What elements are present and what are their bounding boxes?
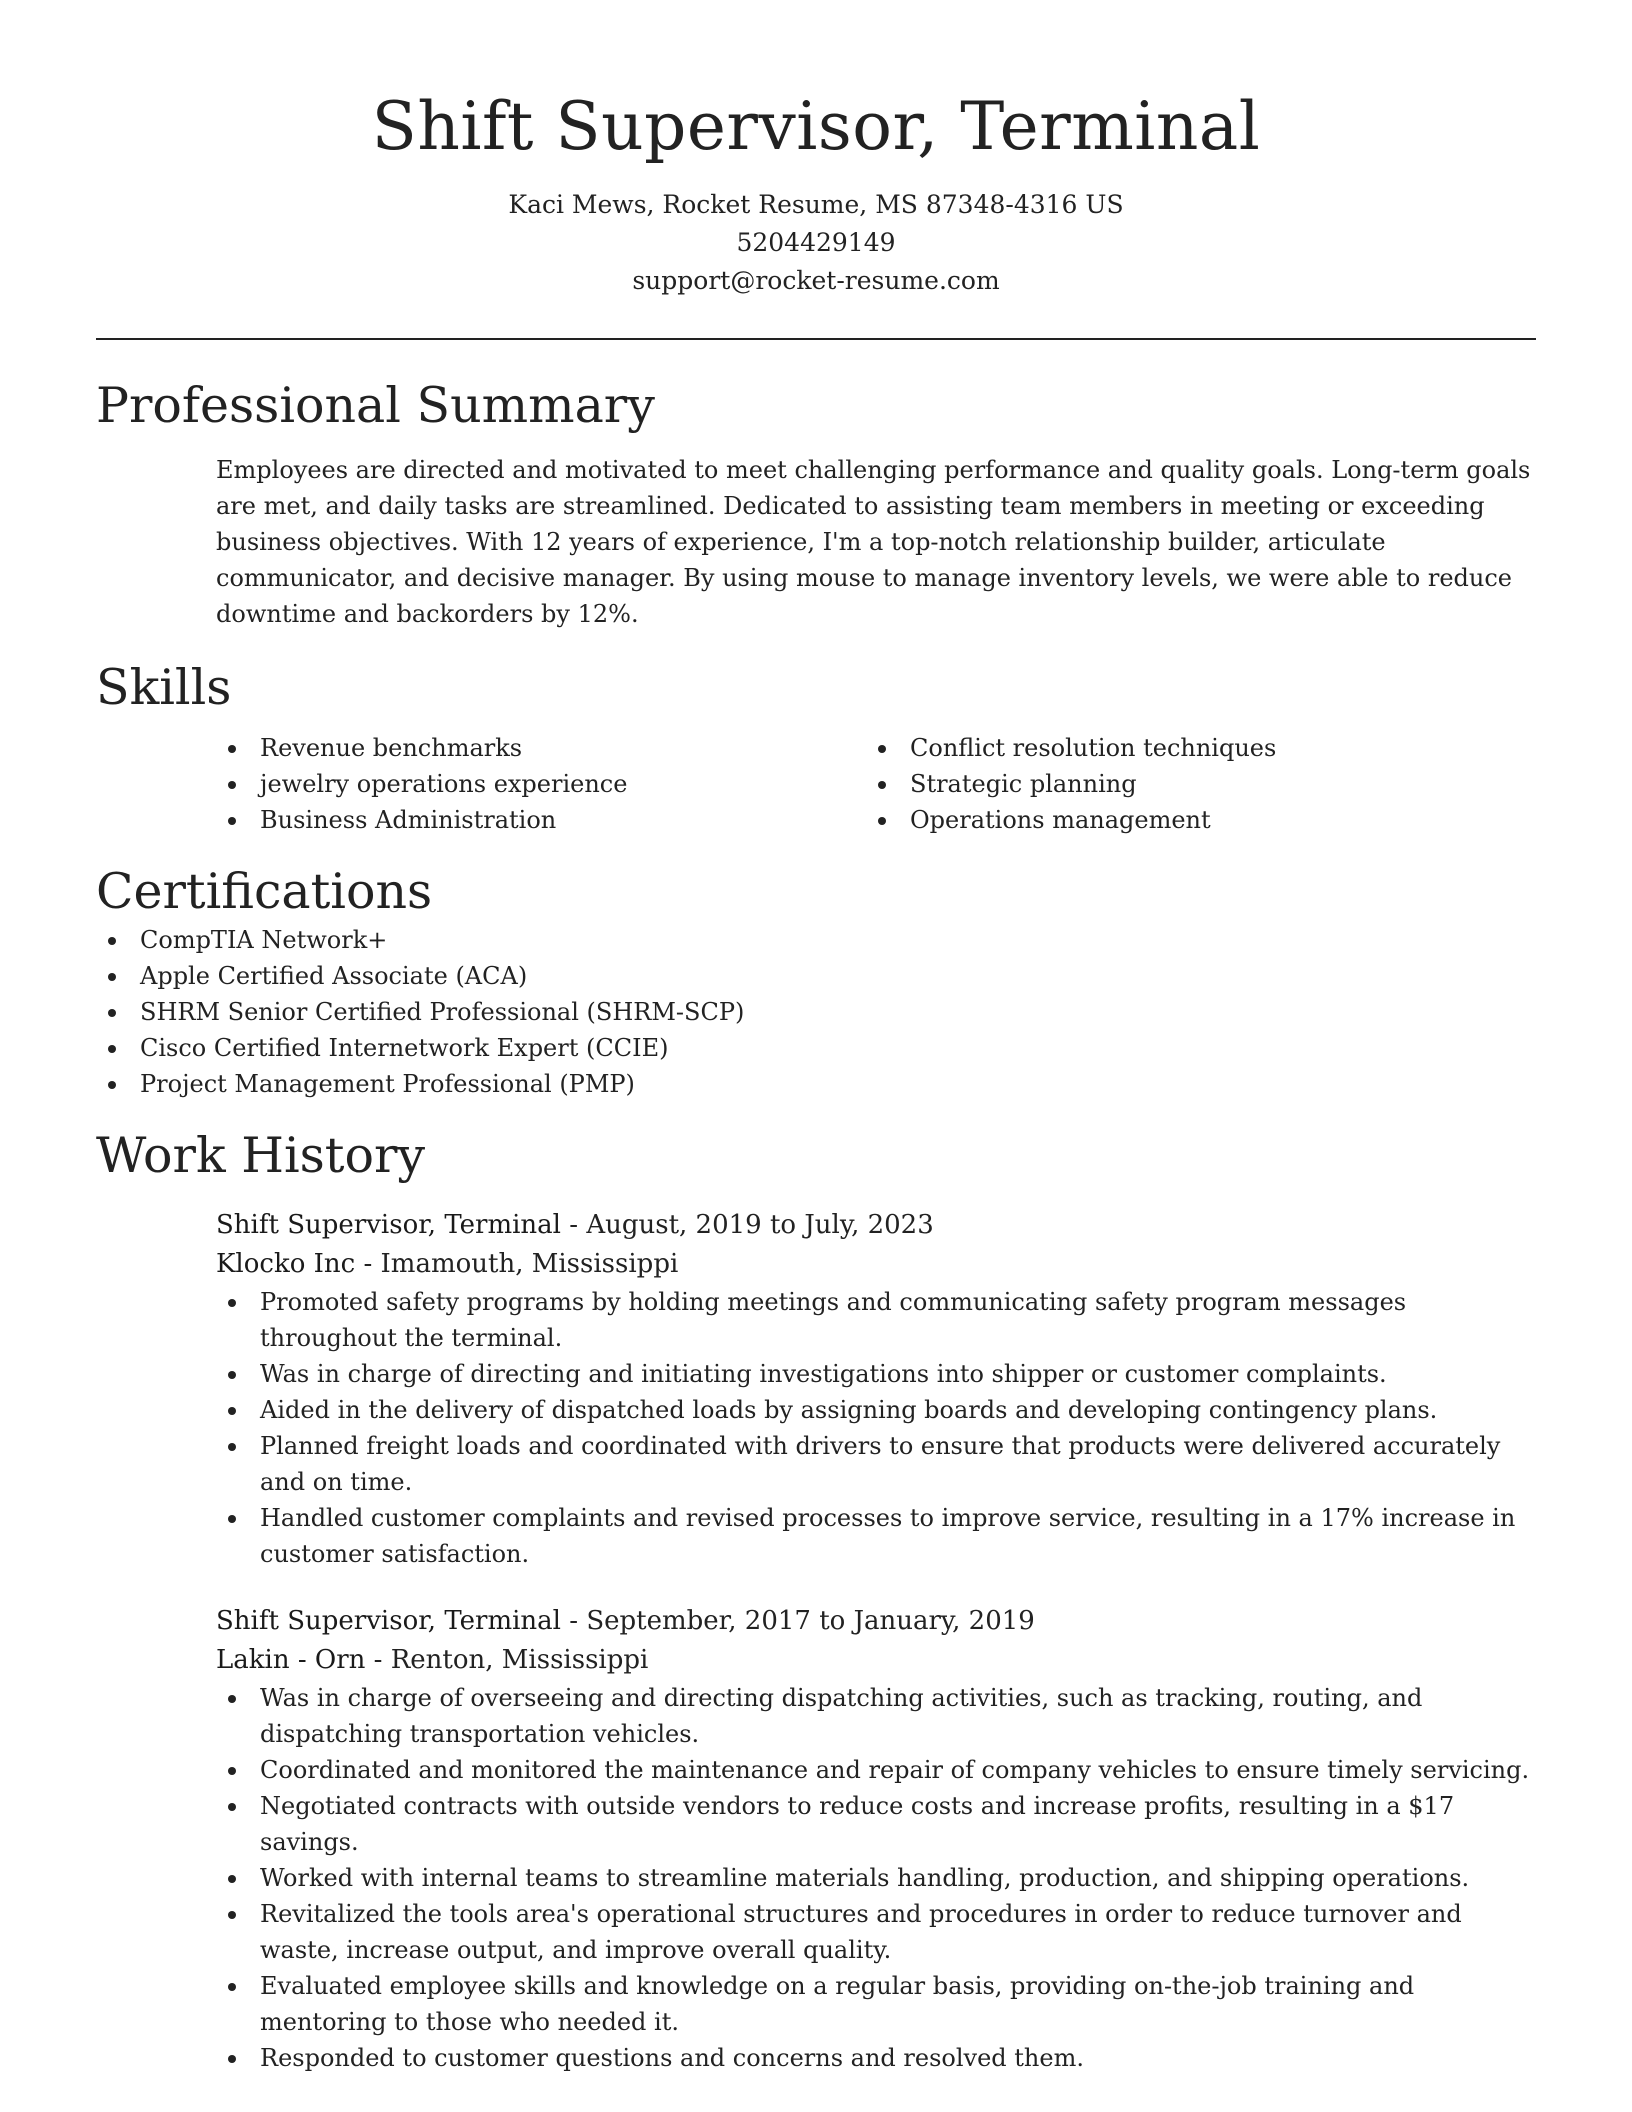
job-bullet: Planned freight loads and coordinated with drivers to ensure that products were delivered accurately and on time. xyxy=(216,1428,1536,1500)
job-title-line xyxy=(216,1602,1536,1641)
job-bullet: Responded to customer questions and concerns and resolved them. xyxy=(216,2040,1536,2076)
job-bullet: Worked with internal teams to streamline materials handling, production, and shipping operations. xyxy=(216,1860,1536,1896)
job-dates: - August, 2019 to July, 2023 xyxy=(561,1210,934,1240)
contact-phone: 5204429149 xyxy=(736,228,896,257)
job-bullet: Handled customer complaints and revised processes to improve service, resulting in a 17% increase in customer satisfaction. xyxy=(216,1500,1536,1572)
skills-list-left xyxy=(216,730,866,838)
job-dates: - September, 2017 to January, 2019 xyxy=(561,1606,1035,1636)
skill-item: Strategic planning xyxy=(866,766,1516,802)
job-title-line xyxy=(216,1206,1536,1245)
job-entry xyxy=(216,1206,1536,1572)
job-bullet: Was in charge of directing and initiating investigations into shipper or customer complaints. xyxy=(216,1356,1536,1392)
job-location: - Renton, Mississippi xyxy=(365,1645,649,1675)
job-bullet: Promoted safety programs by holding meetings and communicating safety program messages throughout the terminal. xyxy=(216,1284,1536,1356)
contact-info xyxy=(96,186,1536,300)
job-company: Lakin - Orn xyxy=(216,1645,366,1675)
skills-columns xyxy=(216,730,1536,838)
skill-item: Conflict resolution techniques xyxy=(866,730,1516,766)
header-divider xyxy=(96,338,1536,340)
job-bullet: Aided in the delivery of dispatched loads by assigning boards and developing contingency plans. xyxy=(216,1392,1536,1428)
job-company: Klocko Inc xyxy=(216,1249,356,1279)
skills-column-left xyxy=(216,730,866,838)
job-location: - Imamouth, Mississippi xyxy=(355,1249,679,1279)
certification-item: CompTIA Network+ xyxy=(96,922,1536,958)
skill-item: Operations management xyxy=(866,802,1516,838)
certification-item: Apple Certified Associate (ACA) xyxy=(96,958,1536,994)
job-company-line xyxy=(216,1641,1536,1680)
job-company-line xyxy=(216,1245,1536,1284)
certifications-list xyxy=(96,922,1536,1102)
job-bullet: Evaluated employee skills and knowledge on a regular basis, providing on-the-job training and mentoring to those who needed it. xyxy=(216,1968,1536,2040)
summary-heading: Professional Summary xyxy=(96,377,655,434)
skill-item: Revenue benchmarks xyxy=(216,730,866,766)
job-bullets xyxy=(216,1680,1536,2076)
certification-item: SHRM Senior Certified Professional (SHRM-SCP) xyxy=(96,994,1536,1030)
work-history-heading: Work History xyxy=(96,1127,426,1184)
skills-heading: Skills xyxy=(96,659,232,716)
job-title: Shift Supervisor, Terminal xyxy=(216,1606,561,1636)
skills-column-right xyxy=(866,730,1516,838)
job-bullet: Revitalized the tools area's operational structures and procedures in order to reduce turnover and waste, increase output, and improve overall quality. xyxy=(216,1896,1536,1968)
contact-address: Kaci Mews, Rocket Resume, MS 87348-4316 US xyxy=(508,190,1124,219)
job-bullet: Coordinated and monitored the maintenance and repair of company vehicles to ensure timely servicing. xyxy=(216,1752,1536,1788)
certification-item: Project Management Professional (PMP) xyxy=(96,1066,1536,1102)
job-title: Shift Supervisor, Terminal xyxy=(216,1210,561,1240)
resume-title: Shift Supervisor, Terminal xyxy=(371,88,1261,165)
skill-item: Business Administration xyxy=(216,802,866,838)
certifications-heading: Certifications xyxy=(96,863,433,920)
job-entry xyxy=(216,1602,1536,2076)
job-bullets xyxy=(216,1284,1536,1572)
contact-email: support@rocket-resume.com xyxy=(632,266,1000,295)
job-bullet: Negotiated contracts with outside vendors to reduce costs and increase profits, resulting in a $17 savings. xyxy=(216,1788,1536,1860)
summary-text: Employees are directed and motivated to meet challenging performance and quality goals. Long-term goals are met, and daily tasks are streamlined. Dedicated to assisting team members in meeting or exceeding business objectives. With 12 years of experience, I'm a top-notch relationship builder, articulate communicator, and decisive manager. By using mouse to manage inventory levels, we were able to reduce downtime and backorders by 12%. xyxy=(216,456,1531,628)
resume-header xyxy=(96,0,1536,300)
certification-item: Cisco Certified Internetwork Expert (CCIE) xyxy=(96,1030,1536,1066)
skill-item: jewelry operations experience xyxy=(216,766,866,802)
job-bullet: Was in charge of overseeing and directing dispatching activities, such as tracking, routing, and dispatching transportation vehicles. xyxy=(216,1680,1536,1752)
skills-list-right xyxy=(866,730,1516,838)
